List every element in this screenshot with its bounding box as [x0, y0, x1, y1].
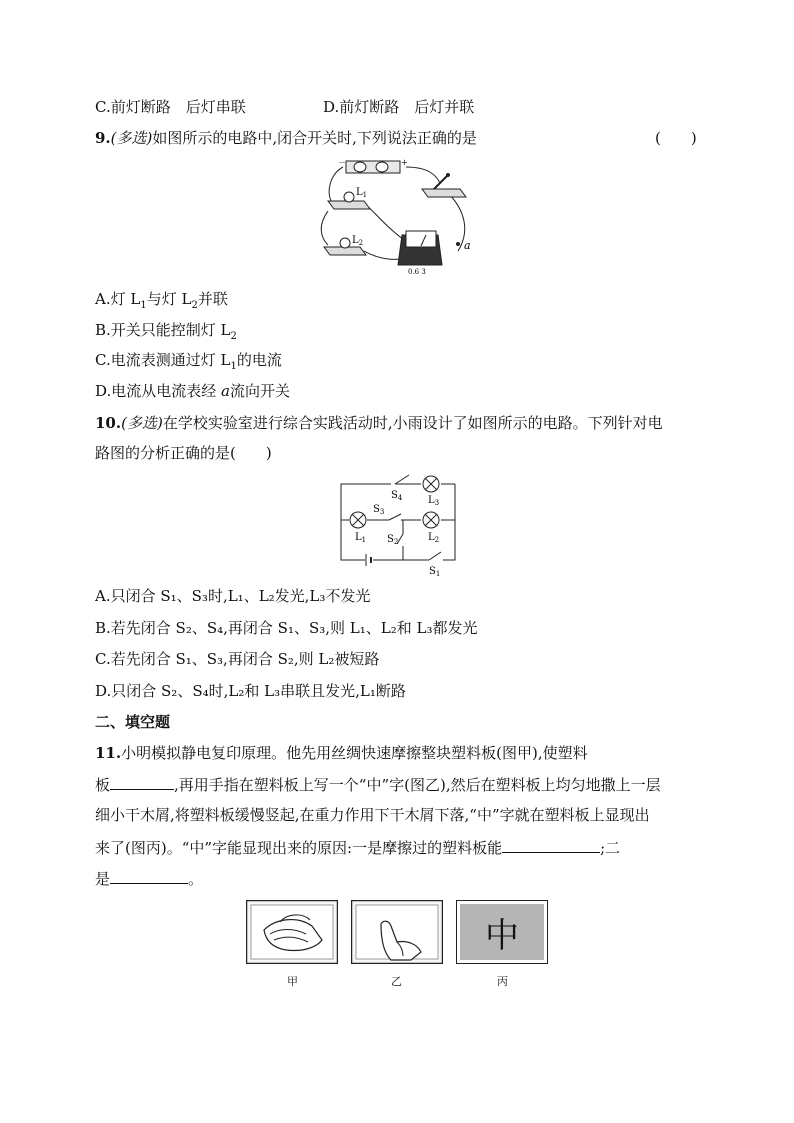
q10-fig-s3-label: $S_3$: [373, 504, 385, 516]
q11-line2-part1: 板: [95, 776, 111, 794]
lamp-l1-icon: [350, 512, 366, 528]
q11-line5-part1: 是: [95, 870, 111, 888]
q9-option-d: [95, 381, 290, 401]
q9-option-a: A.灯 $L_1$与灯 $L_2$并联: [95, 290, 228, 311]
q9-option-b: B.开关只能控制灯 $L_2$: [95, 321, 237, 342]
q10-option-a: A.只闭合 S₁、S₃时,L₁、L₂发光,L₃不发光: [95, 587, 371, 605]
q9-stem: [95, 128, 477, 148]
q9-fig-l2-label: $L_2$: [352, 235, 364, 247]
q8-option-c: C.前灯断路 后灯串联: [95, 98, 246, 116]
q10-option-d: D.只闭合 S₂、S₄时,L₂和 L₃串联且发光,L₁断路: [95, 682, 406, 700]
q11-line1-text: 小明模拟静电复印原理。他先用丝绸快速摩擦整块塑料板(图甲),使塑料: [121, 744, 588, 762]
answer-blank-1[interactable]: [110, 774, 174, 790]
q10-fig-s4-label: $S_4$: [391, 490, 403, 502]
q9-opt-d-var: a: [221, 382, 230, 400]
q9-stem-text: 如图所示的电路中,闭合开关时,下列说法正确的是: [152, 129, 477, 147]
q9-number: 9.: [95, 129, 111, 147]
ammeter-scale-label: 0.6 3: [408, 268, 426, 276]
battery-minus-label: －: [338, 158, 346, 167]
lamp-l2-icon: [423, 512, 439, 528]
panel-bing-result: [456, 900, 548, 964]
q9-opt-b-part1: B.开关只能控制灯 L: [95, 321, 231, 339]
q8-option-d: D.前灯断路 后灯并联: [323, 98, 475, 116]
q11-line4-part1: 来了(图丙)。“中”字能显现出来的原因:一是摩擦过的塑料板能: [95, 839, 503, 857]
q10-stem-line1: [95, 413, 663, 433]
q9-multi-tag: (多选): [110, 129, 153, 147]
switch-icon: [422, 173, 466, 197]
q10-stem-text1: 在学校实验室进行综合实践活动时,小雨设计了如图所示的电路。下列针对电: [162, 414, 663, 432]
q10-number: 10.: [95, 414, 122, 432]
battery-plus-label: +: [401, 158, 408, 167]
q11-line3: 细小干木屑,将塑料板缓慢竖起,在重力作用下干木屑下落,“中”字就在塑料板上显现出: [95, 806, 650, 824]
section-title-fill-in: 二、填空题: [95, 713, 171, 731]
q10-multi-tag: (多选): [121, 414, 163, 432]
q11-line2-part2: ,再用手指在塑料板上写一个“中”字(图乙),然后在塑料板上均匀地撒上一层: [174, 776, 661, 794]
q9-opt-a-part3: 并联: [197, 290, 228, 308]
q10-fig-s2-label: $S_2$: [387, 534, 399, 546]
q10-fig-l2-label: $L_2$: [428, 532, 440, 544]
q11-line4: [95, 837, 620, 858]
q9-opt-d-part2: 流向开关: [229, 382, 290, 400]
q9-opt-a-part1: A.灯 L: [95, 290, 141, 308]
panel-bing-inner: [460, 904, 544, 960]
panel-yi-finger-writing: [351, 900, 443, 964]
q11-line4-part2: ;二: [600, 839, 621, 857]
panel-jia-wiping-hand: [246, 900, 338, 964]
caption-jia: 甲: [287, 975, 298, 988]
q11-number: 11.: [95, 744, 122, 762]
lamp-l1-icon: [328, 187, 370, 209]
q9-circuit-figure: [318, 155, 480, 277]
q11-line2: [95, 774, 661, 795]
ammeter-icon: [398, 231, 442, 276]
q10-fig-l3-label: $L_3$: [428, 495, 440, 507]
q9-fig-point-a: a: [464, 239, 471, 252]
lamp-l2-icon: [324, 235, 366, 255]
q9-fig-l1-label: $L_1$: [356, 187, 368, 199]
q10-circuit-diagram: [333, 472, 463, 580]
q9-opt-c-part2: 的电流: [236, 351, 282, 369]
q9-option-c: C.电流表测通过灯 $L_1$的电流: [95, 351, 282, 372]
q10-option-c: C.若先闭合 S₁、S₃,再闭合 S₂,则 L₂被短路: [95, 650, 380, 668]
q11-line5-part2: 。: [188, 870, 204, 888]
q9-opt-a-part2: 与灯 L: [146, 290, 192, 308]
battery-icon: [338, 158, 408, 173]
q10-fig-s1-label: $S_1$: [429, 566, 441, 578]
q9-answer-bracket: ( ): [655, 129, 697, 147]
q11-line1: [95, 743, 588, 763]
lamp-l3-icon: [423, 476, 439, 492]
zhong-character: 中: [485, 915, 519, 956]
answer-blank-3[interactable]: [110, 868, 188, 884]
q10-option-b: B.若先闭合 S₂、S₄,再闭合 S₁、S₃,则 L₁、L₂和 L₃都发光: [95, 619, 478, 637]
answer-blank-2[interactable]: [502, 837, 600, 853]
caption-bing: 丙: [497, 975, 508, 988]
q10-fig-l1-label: $L_1$: [355, 532, 367, 544]
q9-opt-c-part1: C.电流表测通过灯 L: [95, 351, 231, 369]
q9-opt-d-part1: D.电流从电流表经: [95, 382, 222, 400]
caption-yi: 乙: [391, 975, 402, 988]
q11-line5: [95, 868, 203, 889]
q10-stem-line2: 路图的分析正确的是( ): [95, 444, 272, 462]
